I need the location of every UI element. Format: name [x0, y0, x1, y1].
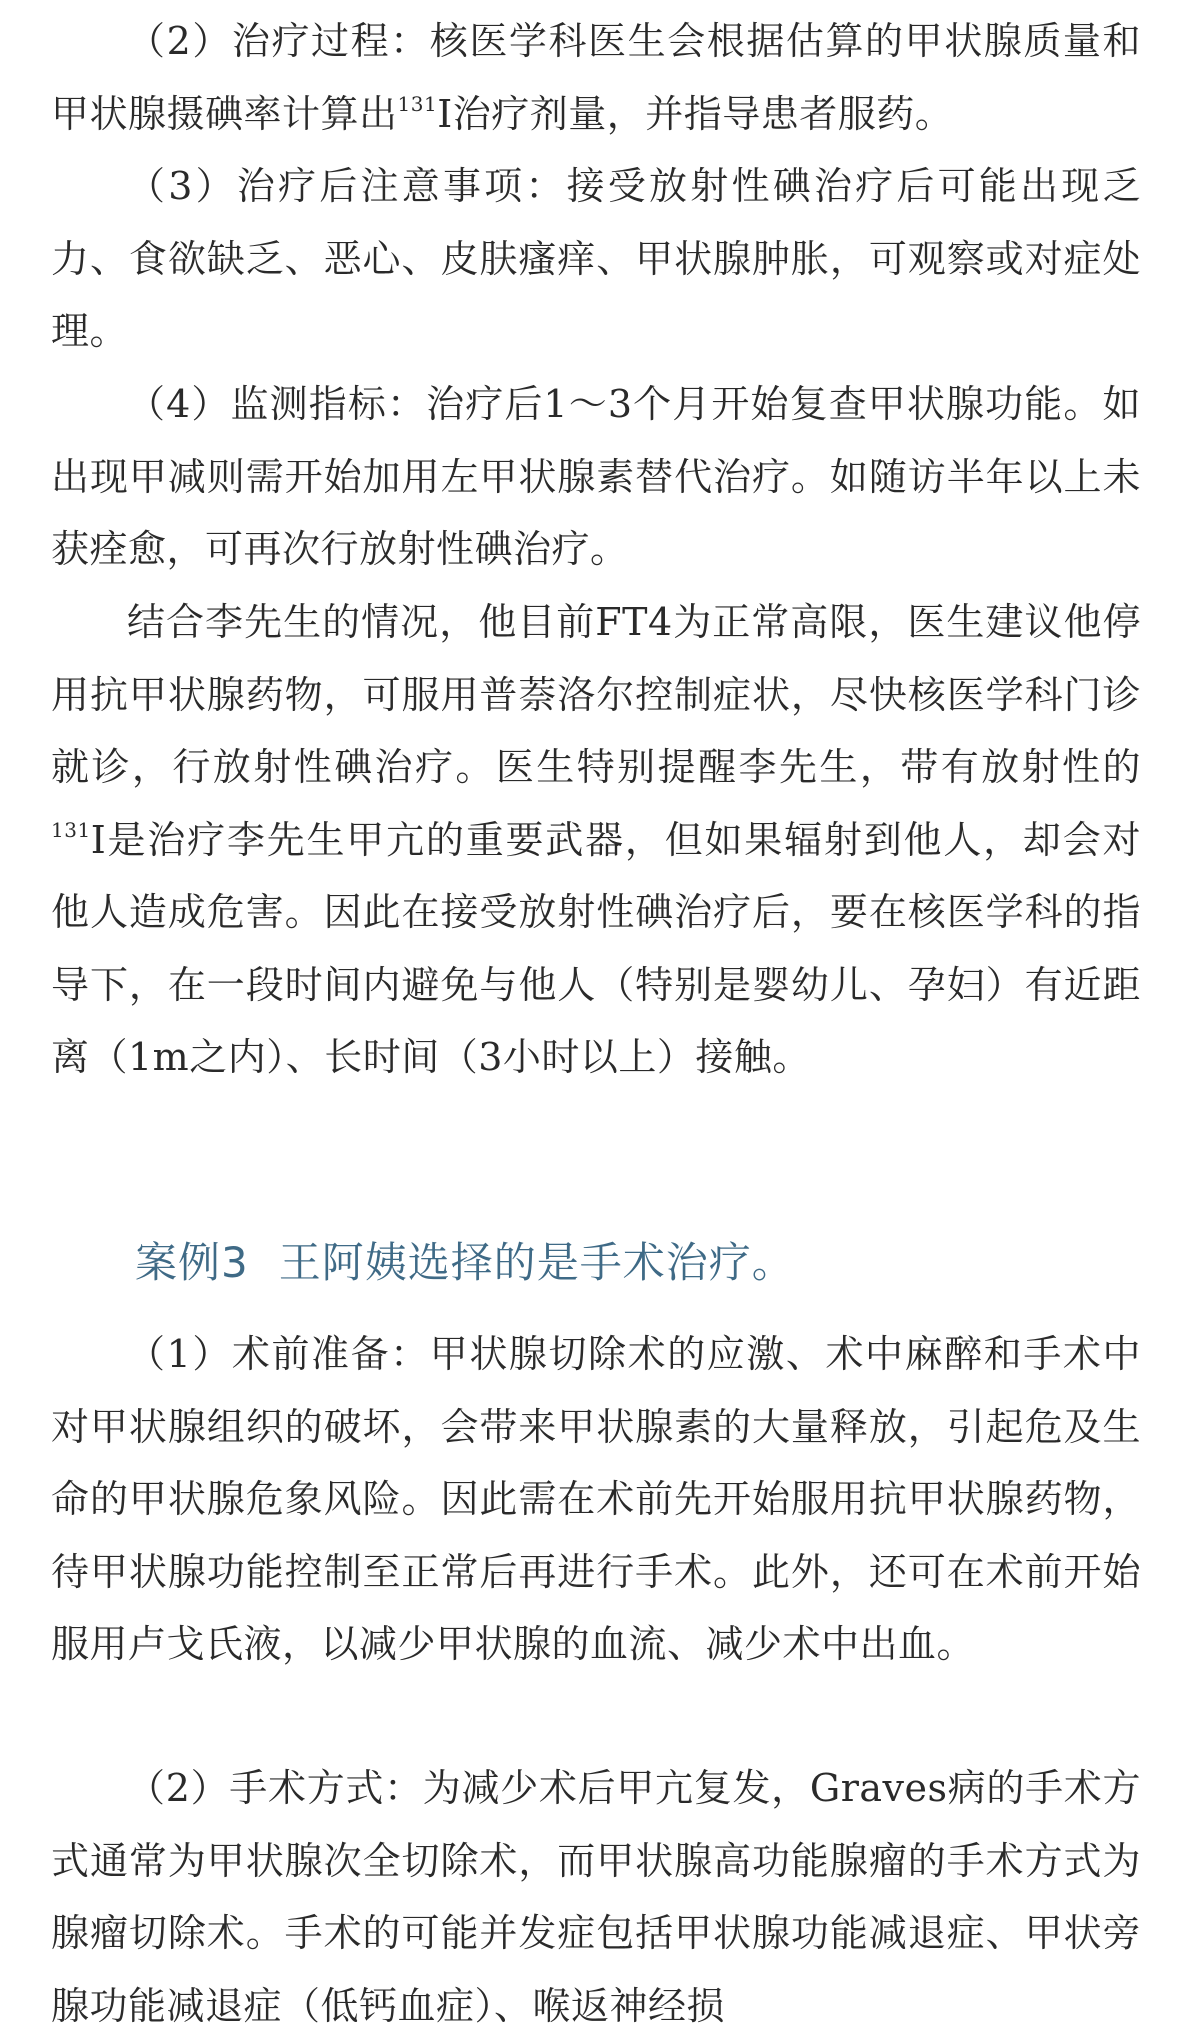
paragraph-patient-li-advice: [51, 586, 1141, 1094]
isotope-superscript: 131: [51, 817, 91, 842]
paragraph-text: I是治疗李先生甲亢的重要武器，但如果辐射到他人，却会对他人造成危害。因此在接受放射性碘治疗后，要在核医学科的指导下，在一段时间内避免与他人（特别是婴幼儿、孕妇）有近距离（1m之内）、长时间（3小时以上）接触。: [51, 817, 1141, 1079]
paragraph-monitoring-indicators: （4）监测指标：治疗后1～3个月开始复查甲状腺功能。如出现甲减则需开始加用左甲状腺素替代治疗。如随访半年以上未获痊愈，可再次行放射性碘治疗。: [51, 382, 1141, 571]
paragraph-text: （2）治疗过程：核医学科医生会根据估算的甲状腺质量和甲状腺摄碘率计算出: [51, 19, 1141, 136]
case-label: 案例3: [135, 1238, 249, 1287]
case-title: 王阿姨选择的是手术治疗。: [278, 1238, 795, 1287]
paragraph-post-treatment-notes: （3）治疗后注意事项：接受放射性碘治疗后可能出现乏力、食欲缺乏、恶心、皮肤瘙痒、甲状腺肿胀，可观察或对症处理。: [51, 164, 1141, 353]
paragraph-text: 结合李先生的情况，他目前FT4为正常高限，医生建议他停用抗甲状腺药物，可服用普萘洛尔控制症状，尽快核医学科门诊就诊，行放射性碘治疗。医生特别提醒李先生，带有放射性的: [51, 600, 1141, 789]
isotope-superscript: 131: [397, 91, 438, 116]
paragraph-surgical-method: （2）手术方式：为减少术后甲亢复发，Graves病的手术方式通常为甲状腺次全切除术，而甲状腺高功能腺瘤的手术方式为腺瘤切除术。手术的可能并发症包括甲状腺功能减退症、甲状旁腺功能减退症（低钙血症）、喉返神经损: [51, 1766, 1141, 2028]
paragraph-preoperative-preparation: （1）术前准备：甲状腺切除术的应激、术中麻醉和手术中对甲状腺组织的破坏，会带来甲状腺素的大量释放，引起危及生命的甲状腺危象风险。因此需在术前先开始服用抗甲状腺药物，待甲状腺功能控制至正常后再进行手术。此外，还可在术前开始服用卢戈氏液，以减少甲状腺的血流、减少术中出血。: [51, 1332, 1141, 1666]
case-heading: [135, 1230, 795, 1290]
paragraph-text: I治疗剂量，并指导患者服药。: [437, 91, 954, 136]
paragraph-treatment-process: [51, 5, 1141, 150]
